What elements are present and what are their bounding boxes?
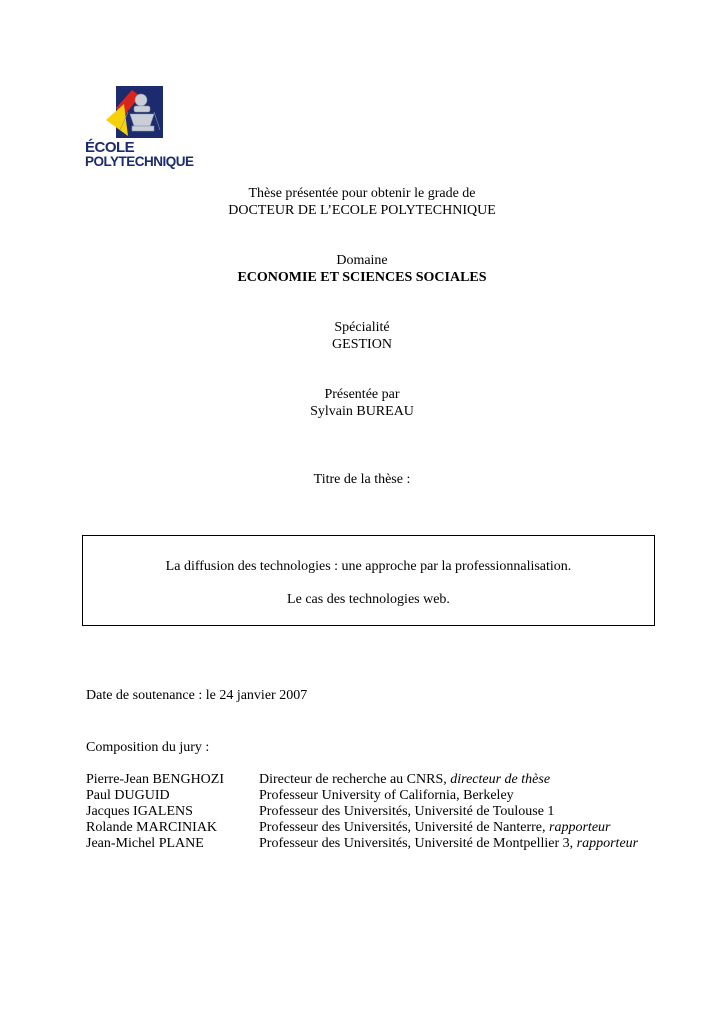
jury-member-name: Paul DUGUID bbox=[86, 788, 170, 803]
degree-title: DOCTEUR DE L’ECOLE POLYTECHNIQUE bbox=[228, 203, 496, 218]
thesis-title-box bbox=[82, 535, 655, 626]
jury-role-text: Professeur des Universités, Université de Nanterre, bbox=[259, 820, 550, 835]
domain-label: Domaine bbox=[336, 253, 388, 268]
jury-member-role bbox=[259, 788, 514, 804]
jury-role-italic: rapporteur bbox=[576, 836, 639, 851]
jury-role-italic: rapporteur bbox=[549, 820, 611, 835]
jury-member-role bbox=[259, 804, 554, 820]
ecole-polytechnique-logo bbox=[84, 86, 204, 170]
thesis-subtitle: Le cas des technologies web. bbox=[287, 592, 450, 607]
domain-value: ECONOMIE ET SCIENCES SOCIALES bbox=[237, 270, 487, 285]
thesis-intro: Thèse présentée pour obtenir le grade de bbox=[248, 186, 476, 201]
thesis-title-label: Titre de la thèse : bbox=[313, 472, 411, 487]
jury-role-text: Directeur de recherche au CNRS, bbox=[259, 772, 451, 787]
jury-role-text: Professeur University of California, Berkeley bbox=[259, 788, 514, 803]
defense-date: Date de soutenance : le 24 janvier 2007 bbox=[86, 688, 308, 703]
thesis-title: La diffusion des technologies : une approche par la professionnalisation. bbox=[165, 559, 572, 574]
jury-member-name: Rolande MARCINIAK bbox=[86, 820, 218, 835]
jury-member-role bbox=[259, 772, 550, 788]
jury-member-name: Jacques IGALENS bbox=[86, 804, 193, 819]
logo-line-2: POLYTECHNIQUE bbox=[85, 154, 194, 169]
specialty-label: Spécialité bbox=[334, 320, 390, 335]
jury-member-name: Pierre-Jean BENGHOZI bbox=[86, 772, 225, 787]
presenter-name: Sylvain BUREAU bbox=[310, 404, 414, 419]
logo-line-1: ÉCOLE bbox=[85, 139, 135, 156]
jury-label: Composition du jury : bbox=[86, 740, 210, 755]
presenter-label: Présentée par bbox=[324, 387, 400, 402]
jury-member-name: Jean-Michel PLANE bbox=[86, 836, 204, 851]
specialty-value: GESTION bbox=[332, 337, 392, 352]
jury-member-role bbox=[259, 820, 610, 836]
jury-member-role bbox=[259, 836, 638, 852]
crest-icon bbox=[84, 86, 204, 142]
jury-role-italic: directeur de thèse bbox=[450, 772, 551, 787]
jury-role-text: Professeur des Universités, Université de Montpellier 3, bbox=[259, 836, 577, 851]
jury-role-text: Professeur des Universités, Université de Toulouse 1 bbox=[259, 804, 555, 819]
